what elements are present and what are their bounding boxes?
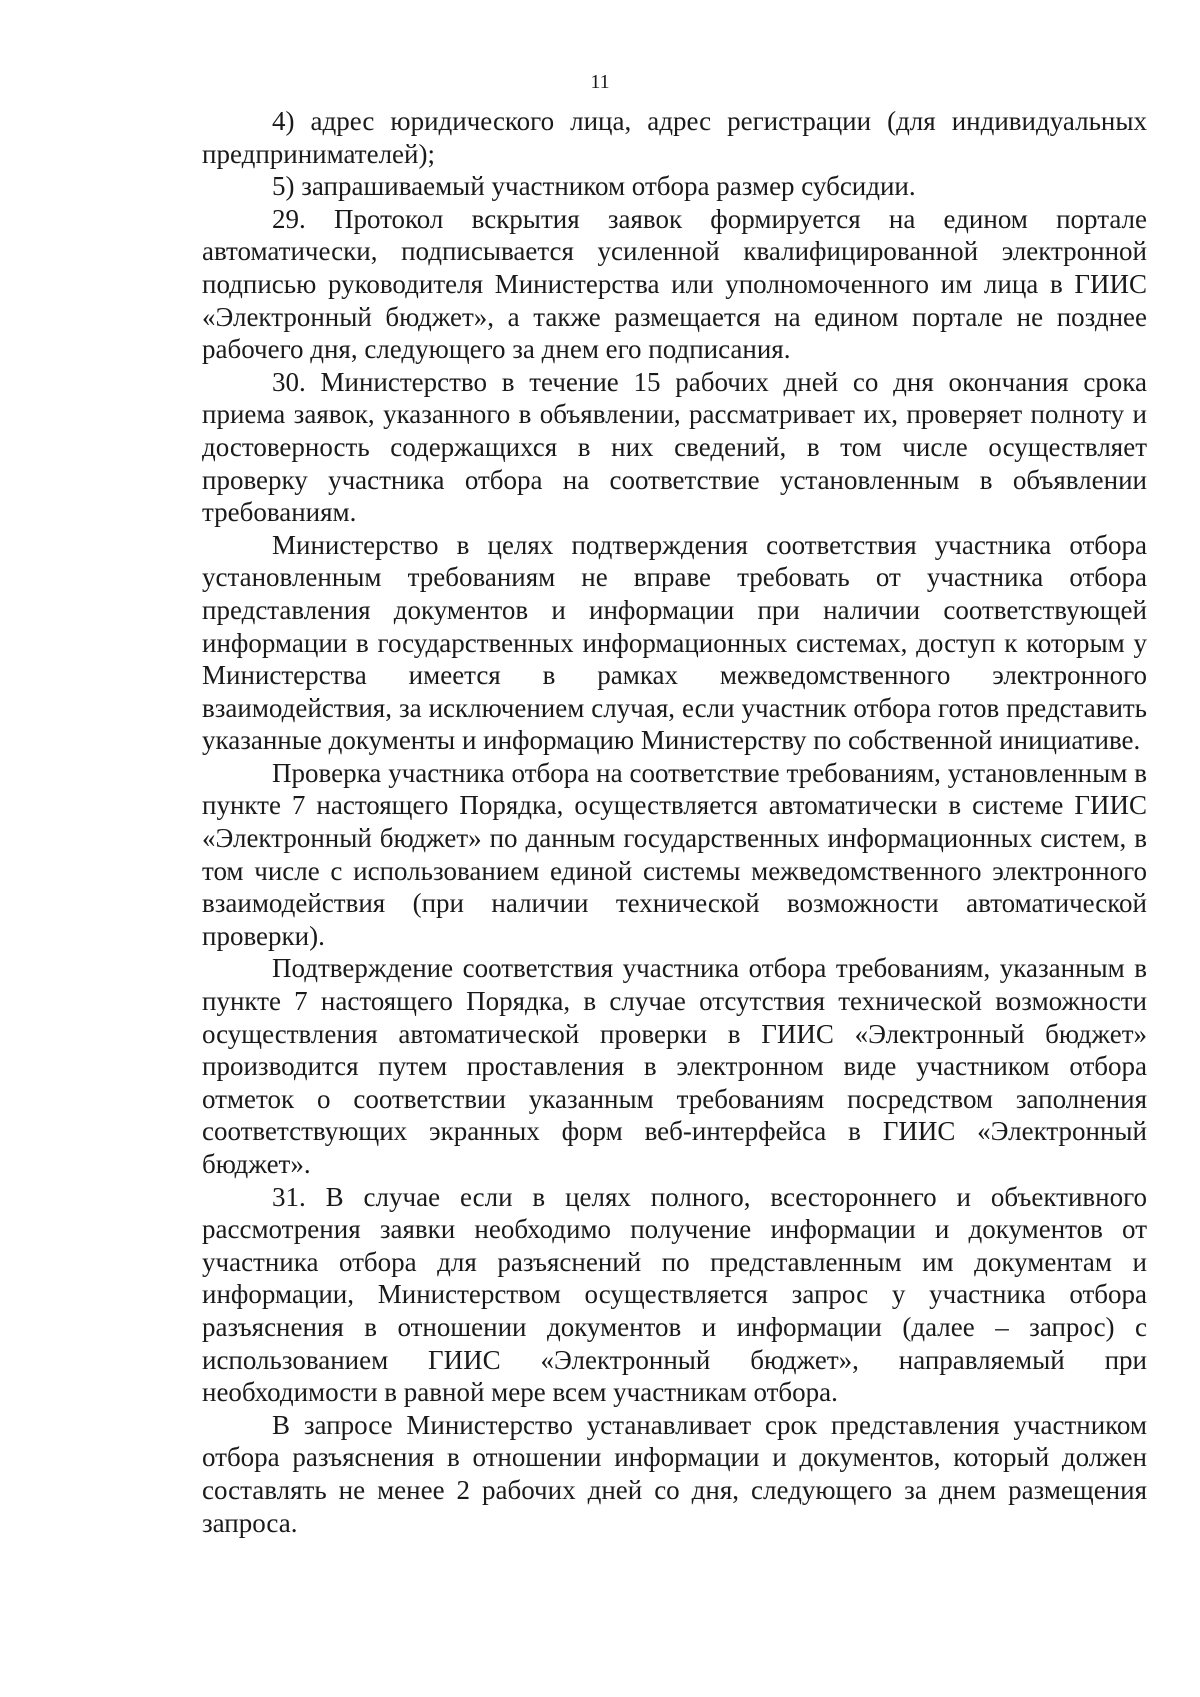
paragraph-clause-30-confirmation: Министерство в целях подтверждения соответствия участника отбора установленным требованиям не вправе требовать от участника отбора представления документов и информации при наличии соответствующей информации в государственных информационных системах, доступ к которым у Министерства имеется в рамках межведомственного электронного взаимодействия, за исключением случая, если участник отбора готов представить указанные документы и информацию Министерству по собственной инициативе. bbox=[202, 529, 1147, 756]
paragraph-clause-31: 31. В случае если в целях полного, всестороннего и объективного рассмотрения заявки необходимо получение информации и документов от участника отбора для разъяснений по представленным им документам и информации, Министерством осуществляется запрос у участника отбора разъяснения в отношении документов и информации (далее – запрос) с использованием ГИИС «Электронный бюджет», направляемый при необходимости в равной мере всем участникам отбора. bbox=[202, 1181, 1147, 1408]
paragraph-clause-30-automatic-check: Проверка участника отбора на соответствие требованиям, установленным в пункте 7 настоящего Порядка, осуществляется автоматически в системе ГИИС «Электронный бюджет» по данным государственных информационных систем, в том числе с использованием единой системы межведомственного электронного взаимодействия (при наличии технической возможности автоматической проверки). bbox=[202, 757, 1147, 951]
paragraph-clause-30-manual-confirmation: Подтверждение соответствия участника отбора требованиям, указанным в пункте 7 настоящего Порядка, в случае отсутствия технической возможности осуществления автоматической проверки в ГИИС «Электронный бюджет» производится путем проставления в электронном виде участником отбора отметок о соответствии указанным требованиям посредством заполнения соответствующих экранных форм веб-интерфейса в ГИИС «Электронный бюджет». bbox=[202, 953, 1147, 1179]
paragraph-clause-31-deadline: В запросе Министерство устанавливает срок представления участником отбора разъяснения в отношении информации и документов, который должен составлять не менее 2 рабочих дней со дня, следующего за днем размещения запроса. bbox=[202, 1409, 1147, 1538]
page-number: 11 bbox=[590, 71, 610, 93]
document-body bbox=[202, 105, 1147, 1539]
paragraph-clause-29: 29. Протокол вскрытия заявок формируется на едином портале автоматически, подписывается усиленной квалифицированной электронной подписью руководителя Министерства или уполномоченного им лица в ГИИС «Электронный бюджет», а также размещается на едином портале не позднее рабочего дня, следующего за днем его подписания. bbox=[202, 203, 1147, 365]
paragraph-item-4: 4) адрес юридического лица, адрес регистрации (для индивидуальных предпринимателей); bbox=[202, 106, 1147, 169]
paragraph-clause-30: 30. Министерство в течение 15 рабочих дней со дня окончания срока приема заявок, указанного в объявлении, рассматривает их, проверяет полноту и достоверность содержащихся в них сведений, в том числе осуществляет проверку участника отбора на соответствие установленным в объявлении требованиям. bbox=[202, 366, 1147, 528]
paragraph-item-5: 5) запрашиваемый участником отбора размер субсидии. bbox=[272, 171, 916, 202]
